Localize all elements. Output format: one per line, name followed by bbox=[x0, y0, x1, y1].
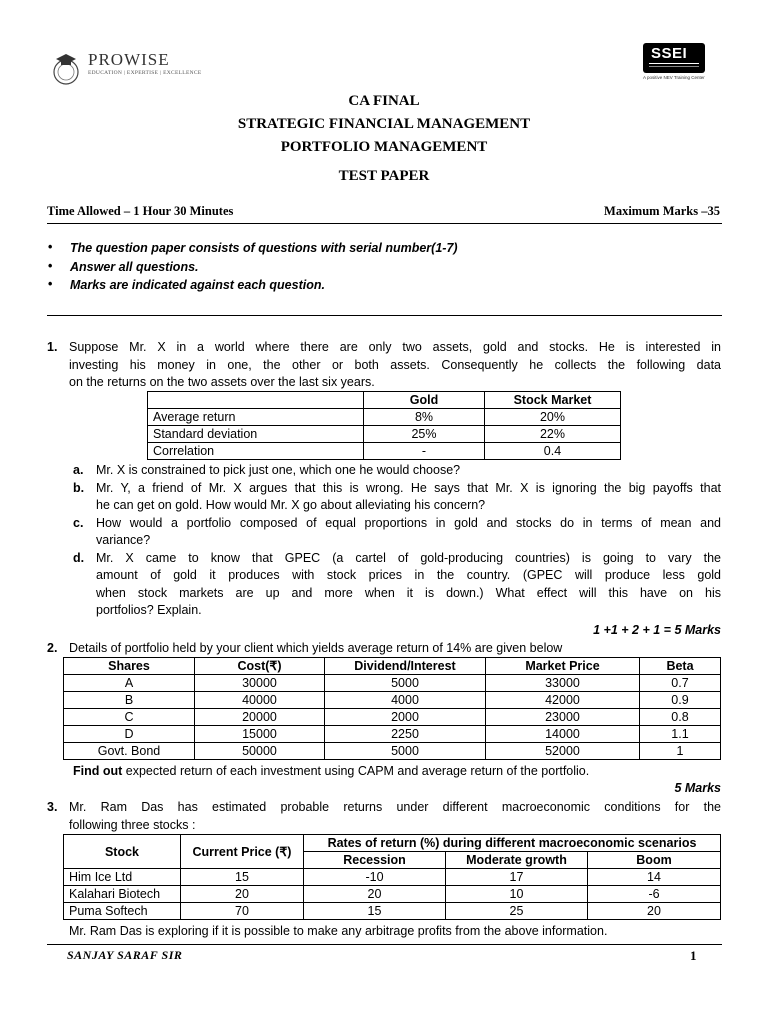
table-row bbox=[64, 726, 721, 743]
table-header: Gold bbox=[364, 392, 485, 409]
table-cell: 14 bbox=[588, 869, 721, 886]
table-cell: B bbox=[64, 692, 195, 709]
table-header: Stock Market bbox=[485, 392, 621, 409]
table-header: Boom bbox=[588, 852, 721, 869]
q1-part-c bbox=[73, 515, 721, 550]
table-row bbox=[64, 743, 721, 760]
prowise-tagline: EDUCATION | EXPERTISE | EXCELLENCE bbox=[88, 70, 202, 76]
part-line: Mr. Y, a friend of Mr. X argues that this is wrong. He says that Mr. X is ignoring the big payoffs that bbox=[96, 480, 721, 495]
table-cell: 50000 bbox=[195, 743, 325, 760]
table-cell: Him Ice Ltd bbox=[64, 869, 181, 886]
subject-title: STRATEGIC FINANCIAL MANAGEMENT bbox=[237, 116, 531, 132]
q2-number: 2. bbox=[47, 641, 58, 655]
q3-number: 3. bbox=[47, 800, 58, 814]
table-row bbox=[64, 886, 721, 903]
q1-line: on the returns on the two assets over the last six years. bbox=[69, 375, 375, 389]
table-row bbox=[148, 409, 621, 426]
table-row bbox=[64, 709, 721, 726]
table-header: Cost(₹) bbox=[195, 658, 325, 675]
table-cell: 42000 bbox=[486, 692, 640, 709]
table-header: Moderate growth bbox=[446, 852, 588, 869]
q1-text bbox=[69, 339, 721, 392]
table-cell: 0.7 bbox=[640, 675, 721, 692]
table-cell: 52000 bbox=[486, 743, 640, 760]
time-marks-bar bbox=[47, 204, 720, 219]
table-header: Beta bbox=[640, 658, 721, 675]
table-cell: 2250 bbox=[325, 726, 486, 743]
table-cell: 5000 bbox=[325, 743, 486, 760]
q3-line: Mr. Ram Das has estimated probable returns under different macroeconomic conditions for the bbox=[69, 800, 721, 814]
q1-line: Suppose Mr. X in a world where there are only two assets, gold and stocks. He is interested in bbox=[69, 340, 721, 354]
table-cell: Average return bbox=[148, 409, 364, 426]
q1-line: investing his money in one, the other or both assets. Consequently he collects the following data bbox=[69, 357, 721, 372]
table-cell: 10 bbox=[446, 886, 588, 903]
q3-text bbox=[69, 799, 721, 834]
table-cell: D bbox=[64, 726, 195, 743]
graduation-cap-icon bbox=[47, 50, 85, 88]
q1-parts bbox=[73, 462, 721, 620]
table-row bbox=[148, 426, 621, 443]
q1-part-a bbox=[73, 462, 721, 480]
table-header: Dividend/Interest bbox=[325, 658, 486, 675]
table-row bbox=[64, 692, 721, 709]
table-cell: 1.1 bbox=[640, 726, 721, 743]
table-cell: Standard deviation bbox=[148, 426, 364, 443]
q3-closing: Mr. Ram Das is exploring if it is possible to make any arbitrage profits from the above information. bbox=[69, 924, 608, 938]
table-cell: 20% bbox=[485, 409, 621, 426]
table-row bbox=[148, 443, 621, 460]
part-label: c. bbox=[73, 515, 84, 530]
table-cell: 14000 bbox=[486, 726, 640, 743]
table-cell: 0.8 bbox=[640, 709, 721, 726]
table-header: Current Price (₹) bbox=[181, 835, 304, 869]
q2-text: Details of portfolio held by your client which yields average return of 14% are given below bbox=[69, 641, 563, 655]
topic-title: PORTFOLIO MANAGEMENT bbox=[280, 139, 488, 155]
part-line: How would a portfolio composed of equal proportions in gold and stocks do in terms of mean and bbox=[96, 515, 721, 530]
q3-table bbox=[63, 834, 721, 920]
part-label: d. bbox=[73, 550, 85, 565]
table-cell: 20 bbox=[304, 886, 446, 903]
table-cell: 15000 bbox=[195, 726, 325, 743]
table-cell: 25 bbox=[446, 903, 588, 920]
page-number: 1 bbox=[690, 948, 697, 963]
table-cell: 20 bbox=[588, 903, 721, 920]
prowise-name: PROWISE bbox=[88, 50, 170, 69]
part-line: Mr. X came to know that GPEC (a cartel of gold-producing countries) is going to vary the bbox=[96, 550, 721, 565]
table-cell: 20000 bbox=[195, 709, 325, 726]
table-cell: -6 bbox=[588, 886, 721, 903]
table-cell: 70 bbox=[181, 903, 304, 920]
part-line: Mr. X is constrained to pick just one, which one he would choose? bbox=[96, 463, 461, 477]
table-cell: 4000 bbox=[325, 692, 486, 709]
q1-marks: 1 +1 + 2 + 1 = 5 Marks bbox=[593, 623, 721, 637]
table-cell: Kalahari Biotech bbox=[64, 886, 181, 903]
table-cell: A bbox=[64, 675, 195, 692]
exam-level-title: CA FINAL bbox=[348, 93, 420, 109]
table-cell: 33000 bbox=[486, 675, 640, 692]
instruction-item: • The question paper consists of questions with serial number(1-7) bbox=[47, 241, 458, 260]
part-line: portfolios? Explain. bbox=[96, 603, 202, 617]
table-row bbox=[64, 869, 721, 886]
q1-table bbox=[147, 391, 621, 460]
part-label: b. bbox=[73, 480, 85, 495]
part-line: variance? bbox=[96, 533, 151, 547]
table-cell: 20 bbox=[181, 886, 304, 903]
table-group-header: Rates of return (%) during different macroeconomic scenarios bbox=[304, 835, 721, 852]
table-cell: -10 bbox=[304, 869, 446, 886]
table-cell: 30000 bbox=[195, 675, 325, 692]
divider bbox=[47, 315, 722, 316]
table-cell: C bbox=[64, 709, 195, 726]
q2-table bbox=[63, 657, 721, 760]
q2-marks: 5 Marks bbox=[674, 781, 721, 795]
q1-part-b bbox=[73, 480, 721, 515]
q1-number: 1. bbox=[47, 340, 58, 354]
instruction-item: • Marks are indicated against each question. bbox=[47, 278, 458, 297]
footer-divider bbox=[47, 944, 722, 945]
ssei-tagline: A positive NEV Training Center bbox=[643, 75, 705, 80]
maximum-marks: Maximum Marks –35 bbox=[604, 204, 720, 218]
part-line: when stock markets are up and more when it is down.) What effect will this have on his bbox=[96, 585, 721, 600]
table-cell: 15 bbox=[304, 903, 446, 920]
table-header: Market Price bbox=[486, 658, 640, 675]
find-out-label: Find out bbox=[73, 764, 123, 778]
table-cell: 23000 bbox=[486, 709, 640, 726]
part-line: amount of gold it produces with stock prices in the country. (GPEC will produce less gold bbox=[96, 568, 721, 582]
table-header: Recession bbox=[304, 852, 446, 869]
table-cell: Puma Softech bbox=[64, 903, 181, 920]
table-header bbox=[148, 392, 364, 409]
table-cell: 0.4 bbox=[485, 443, 621, 460]
table-header: Stock bbox=[64, 835, 181, 869]
table-cell: 0.9 bbox=[640, 692, 721, 709]
ssei-logo bbox=[643, 43, 705, 73]
table-row bbox=[64, 903, 721, 920]
table-cell: 2000 bbox=[325, 709, 486, 726]
table-cell: 22% bbox=[485, 426, 621, 443]
q2-find-out bbox=[73, 763, 721, 781]
q1-part-d bbox=[73, 550, 721, 620]
paper-type-title: TEST PAPER bbox=[338, 168, 430, 184]
table-cell: Govt. Bond bbox=[64, 743, 195, 760]
table-cell: 5000 bbox=[325, 675, 486, 692]
time-allowed: Time Allowed – 1 Hour 30 Minutes bbox=[47, 204, 234, 218]
instructions-list bbox=[47, 241, 458, 297]
table-cell: 15 bbox=[181, 869, 304, 886]
q3-line: following three stocks : bbox=[69, 817, 196, 832]
instruction-item: • Answer all questions. bbox=[47, 260, 458, 279]
table-row bbox=[64, 675, 721, 692]
table-header: Shares bbox=[64, 658, 195, 675]
footer-author: SANJAY SARAF SIR bbox=[67, 948, 183, 962]
table-cell: 17 bbox=[446, 869, 588, 886]
table-cell: Correlation bbox=[148, 443, 364, 460]
table-cell: 8% bbox=[364, 409, 485, 426]
part-label: a. bbox=[73, 463, 84, 477]
part-line: he can get on gold. How would Mr. X go about alleviating his concern? bbox=[96, 498, 486, 512]
divider bbox=[47, 223, 722, 224]
ssei-name: SSEI bbox=[651, 45, 688, 62]
table-cell: 40000 bbox=[195, 692, 325, 709]
table-cell: 25% bbox=[364, 426, 485, 443]
find-out-text: expected return of each investment using CAPM and average return of the portfolio. bbox=[122, 764, 590, 778]
table-cell: - bbox=[364, 443, 485, 460]
table-cell: 1 bbox=[640, 743, 721, 760]
